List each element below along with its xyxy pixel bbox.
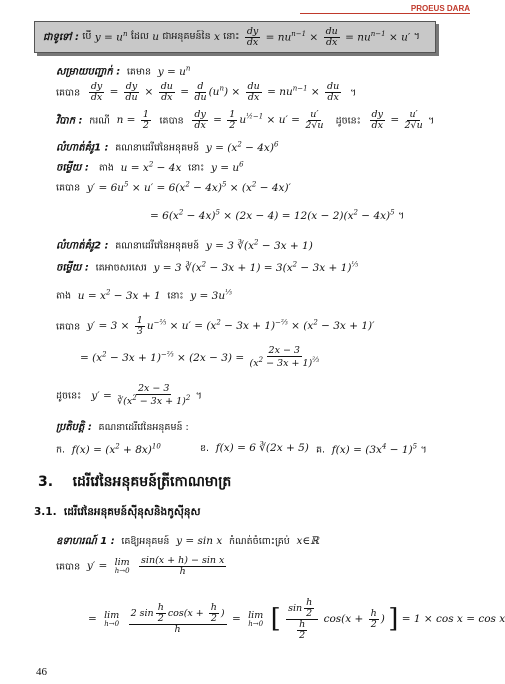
- example1-label: ឧទាហរណ៍ 1 :: [56, 536, 115, 547]
- ex2-line-2: = $(x^2 - 3x + 1)^{-\frac{2}{3}} \times (2x - 3)$ = $\frac{2x - 3}{(x^2 - 3x + 1)^{\frac{2}{3}}}$: [80, 345, 320, 370]
- ex1-question-text: គណនាដេរីវេនៃអនុគមន៍: [115, 142, 200, 154]
- proof-line-intro: [56, 64, 190, 80]
- rule-label: ជាទូទៅ :: [43, 31, 80, 43]
- rule-text-then: នោះ: [223, 31, 240, 42]
- proof-period: ។: [349, 87, 357, 99]
- proof-given: $y = u^n$: [157, 64, 191, 78]
- ex2-rewrite-text: គេអាចសរសេរ: [95, 262, 147, 274]
- rule-formula-y: $y = u^n$: [94, 30, 128, 44]
- note-label: វិបាក :: [56, 115, 83, 127]
- general-rule-box: ជាទូទៅ : បើ $y = u^n$ ដែល u ជាអនុគមន៍នៃ x នោះ $\frac{dy}{dx}$ = $nu^{n-1}$ × $\frac{du}{dx}$ = $nu^{n-1} \times u'$ ។: [34, 21, 436, 53]
- section-3-number: 3.: [38, 474, 54, 490]
- section-3-title: ដេរីវេនៃអនុគមន៍ត្រីកោណមាត្រ: [72, 474, 232, 490]
- note-case: ករណី: [89, 115, 110, 127]
- example1-line-2: = lim h→0 2 sin $\frac{h}{2}$ cos(x + $\frac{h}{2}$ ) h = lim h→0 [ sin $\frac{h}{2}$ $\frac{h}{2}$ cos(x + $\frac{h}{2}$ ) ] = 1 × cos x = cos x: [88, 597, 505, 641]
- ex2-sub-eq: $u = x^2 - 3x + 1$: [77, 288, 161, 302]
- ex1-label: លំហាត់គំរូ1 :: [56, 142, 109, 154]
- note-so: ដូចនេះ: [335, 115, 361, 127]
- note-line: វិបាក : ករណី n = $\frac{1}{2}$ គេបាន $\frac{dy}{dx}$ = $\frac{1}{2}$ $u^{\frac{1}{2}-1} \times u'$ = $\frac{u'}{2√u}$ ដូចនេះ $\frac{dy}{dx}$ = $\frac{u'}{2√u}$ ។: [56, 109, 435, 131]
- rule-formula: $\frac{dy}{dx}$ = $nu^{n-1}$ × $\frac{du}{dx}$ = $nu^{n-1} \times u'$: [246, 25, 411, 48]
- exercise-item-c: គ. $f(x) = (3x^4 - 1)^5$ ។: [316, 442, 427, 456]
- ex1-answer-sub: [56, 160, 244, 176]
- example1-limit: គេបាន y′ = lim h→0 $\frac{\text{sin(x + h) − sin x}}{h}$: [56, 555, 225, 577]
- section-3-heading: [38, 472, 231, 493]
- ex2-question: [56, 238, 313, 254]
- ex2-func: y = 3 $∛(x^2 - 3x + 1)$: [205, 238, 313, 252]
- ex2-final: ដូចនេះ y′ = $\frac{2x - 3}{∛(x^2 - 3x + 1)^2}$ ។: [56, 383, 202, 408]
- ex2-then: នោះ: [167, 290, 184, 302]
- ex2-yu: $y = 3u^{\frac{1}{3}}$: [190, 288, 232, 302]
- rule-text-if: បើ: [82, 31, 92, 42]
- ex2-rewrite: ចម្លើយ : គេអាចសរសេរ y = 3 $∛(x^2 - 3x + 1) = 3(x^2 - 3x + 1)^{\frac{1}{3}}$: [56, 260, 359, 274]
- exercise-item-a: ក. $f(x) = (x^2 + 8x)^{10}$: [56, 442, 161, 456]
- ex1-let: តាង: [98, 162, 114, 174]
- note-formula: $\frac{dy}{dx}$ = $\frac{1}{2}$ $u^{\frac{1}{2}-1} \times u'$ = $\frac{u'}{2√u}$: [194, 109, 324, 131]
- proof-intro: គេមាន: [126, 66, 152, 78]
- ex1-we-have: គេបាន: [56, 182, 81, 194]
- section-3-1-number: 3.1.: [34, 506, 57, 518]
- ex1-then: នោះ: [188, 162, 205, 174]
- section-3-1-title: ដេរីវេនៃអនុគមន៍ស៊ីនុសនិងកូស៊ីនុស: [63, 506, 201, 518]
- ex2-sub: [56, 288, 232, 304]
- exercise-label: ប្រតិបត្តិ :: [56, 422, 92, 433]
- exercise-question: [56, 420, 189, 435]
- page-number: 46: [36, 666, 47, 678]
- rule-text-where: ដែល: [130, 31, 149, 42]
- example1-line: [56, 534, 319, 549]
- ex2-ans-label: ចម្លើយ :: [56, 262, 89, 274]
- exercise-c-label: គ.: [316, 444, 326, 456]
- ex2-we-have: គេបាន: [56, 321, 81, 333]
- rule-text-derivable: ជាអនុគមន៍នៃ: [162, 31, 211, 42]
- example1-func: y = sin x: [176, 535, 223, 547]
- example1-text2: កំណត់ចំពោះគ្រប់: [229, 536, 290, 547]
- proof-label: សម្រាយបញ្ជាក់ :: [56, 66, 121, 78]
- example1-text: គេឱ្យអនុគមន៍: [121, 536, 170, 547]
- exercise-item-b: ខ. f(x) = 6 ∛(2x + 5): [200, 442, 309, 454]
- proof-formula: $\frac{dy}{dx}$ = $\frac{dy}{du}$ × $\frac{du}{dx}$ = $\frac{d}{du}$ $(u^n)$ × $\frac{du}{dx}$ = $nu^{n-1}$ × $\frac{du}{dx}$: [90, 81, 340, 103]
- ex1-line-1: គេបាន $y' = 6u^5 \times u' = 6(x^2 - 4x)^5 \times (x^2 - 4x)'$: [56, 180, 291, 194]
- ex2-question-text: គណនាដេរីវេនៃអនុគមន៍: [115, 240, 200, 252]
- exercise-question-text: គណនាដេរីវេនៃអនុគមន៍ :: [98, 422, 189, 433]
- example1-domain: x∈ℝ: [296, 535, 319, 547]
- ex1-line-2: = $6(x^2 - 4x)^5 \times (2x - 4) = 12(x - 2)(x^2 - 4x)^5$ ។: [150, 208, 405, 222]
- ex2-line-1: គេបាន y′ = 3 × $\frac{1}{3}$ $u^{-\frac{2}{3}} \times u' = (x^2 - 3x + 1)^{-\frac{2}{3}} \times (x^2 - 3x + 1)'$: [56, 315, 375, 337]
- ex1-question: [56, 140, 278, 156]
- section-3-1-heading: [34, 506, 201, 521]
- note-cond: n = $\frac{1}{2}$: [116, 109, 149, 131]
- proof-line-1: [56, 82, 356, 103]
- ex1-yu: $y = u^6$: [211, 160, 244, 174]
- ex2-label: លំហាត់គំរូ2 :: [56, 240, 109, 252]
- note-we-have: គេបាន: [159, 115, 184, 127]
- ex2-so: ដូចនេះ: [56, 390, 82, 402]
- example1-we-have: គេបាន: [56, 561, 81, 573]
- exercise-a-label: ក.: [56, 444, 66, 456]
- header-rule: [300, 13, 470, 14]
- ex2-let: តាង: [56, 290, 72, 302]
- proof-we-have: គេបាន: [56, 87, 81, 99]
- header-brand: PROEUS DARA: [410, 4, 470, 13]
- ex1-sub: $u = x^2 - 4x$: [120, 160, 182, 174]
- ex1-func: $y = (x^2 - 4x)^6$: [205, 140, 279, 154]
- ex1-ans-label: ចម្លើយ :: [56, 162, 89, 174]
- exercise-b-label: ខ.: [200, 443, 210, 454]
